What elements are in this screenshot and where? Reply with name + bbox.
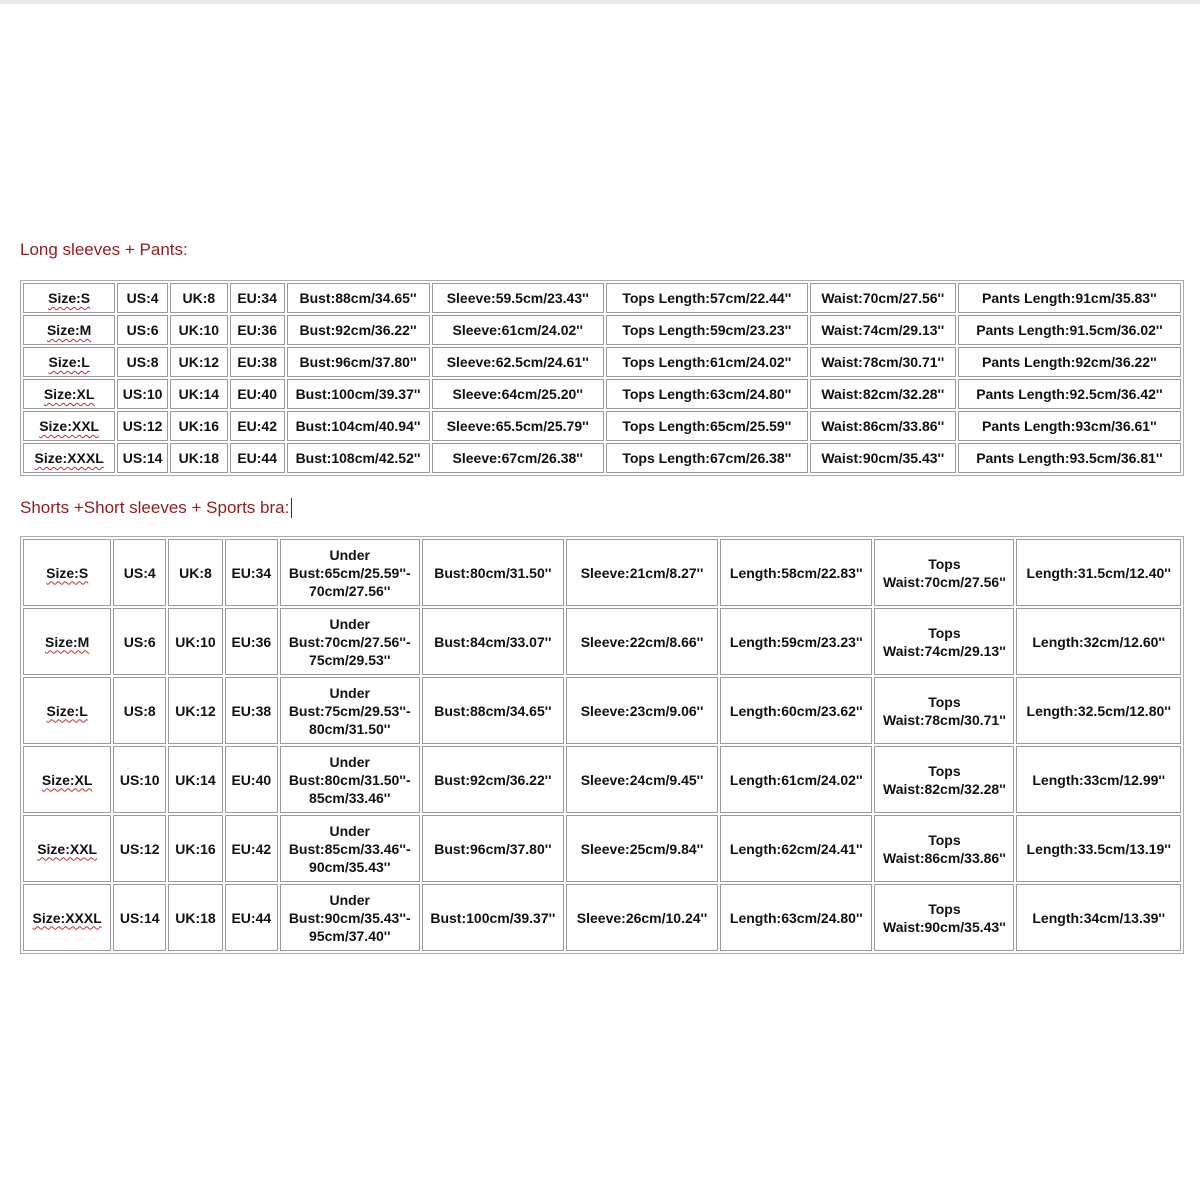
measurement-cell: Sleeve:26cm/10.24'' (566, 884, 718, 951)
measurement-cell: Bust:96cm/37.80'' (422, 815, 564, 882)
measurement-cell: Length:62cm/24.41'' (720, 815, 872, 882)
size-label-cell: Size:L (23, 347, 115, 377)
long-sleeves-table-row (23, 347, 1181, 377)
size-label-cell: Size:M (23, 608, 111, 675)
top-border (0, 0, 1200, 4)
measurement-cell: UK:18 (168, 884, 223, 951)
text-caret (291, 498, 292, 518)
measurement-cell: EU:38 (230, 347, 285, 377)
measurement-cell: Under Bust:90cm/35.43''- 95cm/37.40'' (280, 884, 420, 951)
measurement-cell: Waist:90cm/35.43'' (810, 443, 956, 473)
heading-text: Shorts +Short sleeves + Sports bra: (20, 498, 290, 517)
size-label-cell: Size:XXL (23, 815, 111, 882)
measurement-cell: EU:34 (225, 539, 278, 606)
size-label-cell: Size:S (23, 539, 111, 606)
measurement-cell: EU:40 (230, 379, 285, 409)
measurement-cell: Length:34cm/13.39'' (1016, 884, 1181, 951)
measurement-cell: US:12 (113, 815, 166, 882)
measurement-cell: Pants Length:92.5cm/36.42'' (958, 379, 1181, 409)
measurement-cell: US:14 (113, 884, 166, 951)
measurement-cell: US:8 (117, 347, 168, 377)
measurement-cell: Under Bust:80cm/31.50''- 85cm/33.46'' (280, 746, 420, 813)
measurement-cell: Tops Waist:74cm/29.13'' (874, 608, 1014, 675)
measurement-cell: Bust:92cm/36.22'' (287, 315, 430, 345)
measurement-cell: Waist:78cm/30.71'' (810, 347, 956, 377)
shorts-size-table (20, 536, 1184, 954)
long-sleeves-table-row (23, 315, 1181, 345)
measurement-cell: US:4 (117, 283, 168, 313)
measurement-cell: Pants Length:91cm/35.83'' (958, 283, 1181, 313)
measurement-cell: UK:18 (170, 443, 228, 473)
measurement-cell: Tops Waist:78cm/30.71'' (874, 677, 1014, 744)
measurement-cell: EU:36 (225, 608, 278, 675)
measurement-cell: EU:44 (230, 443, 285, 473)
measurement-cell: UK:16 (170, 411, 228, 441)
measurement-cell: Sleeve:62.5cm/24.61'' (432, 347, 604, 377)
shorts-table-row (23, 677, 1181, 744)
measurement-cell: Length:33cm/12.99'' (1016, 746, 1181, 813)
measurement-cell: Waist:74cm/29.13'' (810, 315, 956, 345)
size-label-cell: Size:XXXL (23, 884, 111, 951)
measurement-cell: UK:14 (168, 746, 223, 813)
measurement-cell: EU:42 (230, 411, 285, 441)
measurement-cell: Bust:100cm/39.37'' (287, 379, 430, 409)
shorts-table-row (23, 608, 1181, 675)
measurement-cell: EU:36 (230, 315, 285, 345)
measurement-cell: Under Bust:85cm/33.46''- 90cm/35.43'' (280, 815, 420, 882)
measurement-cell: Sleeve:21cm/8.27'' (566, 539, 718, 606)
measurement-cell: Waist:70cm/27.56'' (810, 283, 956, 313)
measurement-cell: Bust:88cm/34.65'' (287, 283, 430, 313)
measurement-cell: US:6 (117, 315, 168, 345)
measurement-cell: Bust:96cm/37.80'' (287, 347, 430, 377)
size-label-cell: Size:XL (23, 746, 111, 813)
shorts-table-row (23, 815, 1181, 882)
measurement-cell: US:8 (113, 677, 166, 744)
measurement-cell: Length:59cm/23.23'' (720, 608, 872, 675)
measurement-cell: Bust:88cm/34.65'' (422, 677, 564, 744)
measurement-cell: EU:44 (225, 884, 278, 951)
measurement-cell: UK:12 (168, 677, 223, 744)
measurement-cell: US:14 (117, 443, 168, 473)
measurement-cell: Bust:104cm/40.94'' (287, 411, 430, 441)
measurement-cell: Bust:92cm/36.22'' (422, 746, 564, 813)
heading-text: Long sleeves + Pants: (20, 240, 188, 259)
measurement-cell: Bust:100cm/39.37'' (422, 884, 564, 951)
size-label-cell: Size:XXXL (23, 443, 115, 473)
measurement-cell: UK:16 (168, 815, 223, 882)
measurement-cell: Length:58cm/22.83'' (720, 539, 872, 606)
shorts-table-row (23, 884, 1181, 951)
measurement-cell: US:12 (117, 411, 168, 441)
measurement-cell: Pants Length:92cm/36.22'' (958, 347, 1181, 377)
long-sleeves-table-row (23, 379, 1181, 409)
size-label-cell: Size:XXL (23, 411, 115, 441)
measurement-cell: US:10 (117, 379, 168, 409)
measurement-cell: Length:33.5cm/13.19'' (1016, 815, 1181, 882)
measurement-cell: Sleeve:22cm/8.66'' (566, 608, 718, 675)
measurement-cell: Tops Length:67cm/26.38'' (606, 443, 808, 473)
long-sleeves-table-row (23, 283, 1181, 313)
measurement-cell: UK:12 (170, 347, 228, 377)
measurement-cell: US:4 (113, 539, 166, 606)
measurement-cell: Under Bust:70cm/27.56''- 75cm/29.53'' (280, 608, 420, 675)
measurement-cell: Length:63cm/24.80'' (720, 884, 872, 951)
measurement-cell: Length:60cm/23.62'' (720, 677, 872, 744)
shorts-table-row (23, 539, 1181, 606)
measurement-cell: Tops Length:63cm/24.80'' (606, 379, 808, 409)
shorts-table-row (23, 746, 1181, 813)
measurement-cell: Sleeve:25cm/9.84'' (566, 815, 718, 882)
measurement-cell: Sleeve:64cm/25.20'' (432, 379, 604, 409)
measurement-cell: US:10 (113, 746, 166, 813)
measurement-cell: Tops Waist:82cm/32.28'' (874, 746, 1014, 813)
measurement-cell: Bust:108cm/42.52'' (287, 443, 430, 473)
measurement-cell: EU:42 (225, 815, 278, 882)
measurement-cell: US:6 (113, 608, 166, 675)
measurement-cell: Under Bust:65cm/25.59''- 70cm/27.56'' (280, 539, 420, 606)
long-sleeves-size-table (20, 280, 1184, 476)
size-label-cell: Size:L (23, 677, 111, 744)
measurement-cell: Bust:80cm/31.50'' (422, 539, 564, 606)
measurement-cell: Sleeve:61cm/24.02'' (432, 315, 604, 345)
measurement-cell: UK:8 (168, 539, 223, 606)
measurement-cell: EU:40 (225, 746, 278, 813)
measurement-cell: Sleeve:24cm/9.45'' (566, 746, 718, 813)
long-sleeves-pants-heading (20, 240, 188, 260)
measurement-cell: UK:14 (170, 379, 228, 409)
measurement-cell: Tops Length:61cm/24.02'' (606, 347, 808, 377)
measurement-cell: EU:38 (225, 677, 278, 744)
measurement-cell: EU:34 (230, 283, 285, 313)
measurement-cell: UK:10 (170, 315, 228, 345)
measurement-cell: Sleeve:59.5cm/23.43'' (432, 283, 604, 313)
measurement-cell: Tops Waist:86cm/33.86'' (874, 815, 1014, 882)
measurement-cell: Waist:86cm/33.86'' (810, 411, 956, 441)
measurement-cell: UK:8 (170, 283, 228, 313)
measurement-cell: Length:31.5cm/12.40'' (1016, 539, 1181, 606)
measurement-cell: Sleeve:67cm/26.38'' (432, 443, 604, 473)
measurement-cell: Length:32cm/12.60'' (1016, 608, 1181, 675)
measurement-cell: Waist:82cm/32.28'' (810, 379, 956, 409)
measurement-cell: Tops Length:65cm/25.59'' (606, 411, 808, 441)
measurement-cell: Sleeve:23cm/9.06'' (566, 677, 718, 744)
measurement-cell: Tops Length:57cm/22.44'' (606, 283, 808, 313)
size-label-cell: Size:M (23, 315, 115, 345)
shorts-sports-bra-heading (20, 498, 292, 518)
measurement-cell: Pants Length:93cm/36.61'' (958, 411, 1181, 441)
measurement-cell: Sleeve:65.5cm/25.79'' (432, 411, 604, 441)
long-sleeves-table-row (23, 411, 1181, 441)
measurement-cell: Under Bust:75cm/29.53''- 80cm/31.50'' (280, 677, 420, 744)
measurement-cell: Length:32.5cm/12.80'' (1016, 677, 1181, 744)
measurement-cell: Tops Length:59cm/23.23'' (606, 315, 808, 345)
long-sleeves-table-row (23, 443, 1181, 473)
measurement-cell: Length:61cm/24.02'' (720, 746, 872, 813)
measurement-cell: Tops Waist:70cm/27.56'' (874, 539, 1014, 606)
measurement-cell: Tops Waist:90cm/35.43'' (874, 884, 1014, 951)
size-label-cell: Size:S (23, 283, 115, 313)
size-label-cell: Size:XL (23, 379, 115, 409)
measurement-cell: Pants Length:91.5cm/36.02'' (958, 315, 1181, 345)
measurement-cell: Bust:84cm/33.07'' (422, 608, 564, 675)
measurement-cell: Pants Length:93.5cm/36.81'' (958, 443, 1181, 473)
measurement-cell: UK:10 (168, 608, 223, 675)
